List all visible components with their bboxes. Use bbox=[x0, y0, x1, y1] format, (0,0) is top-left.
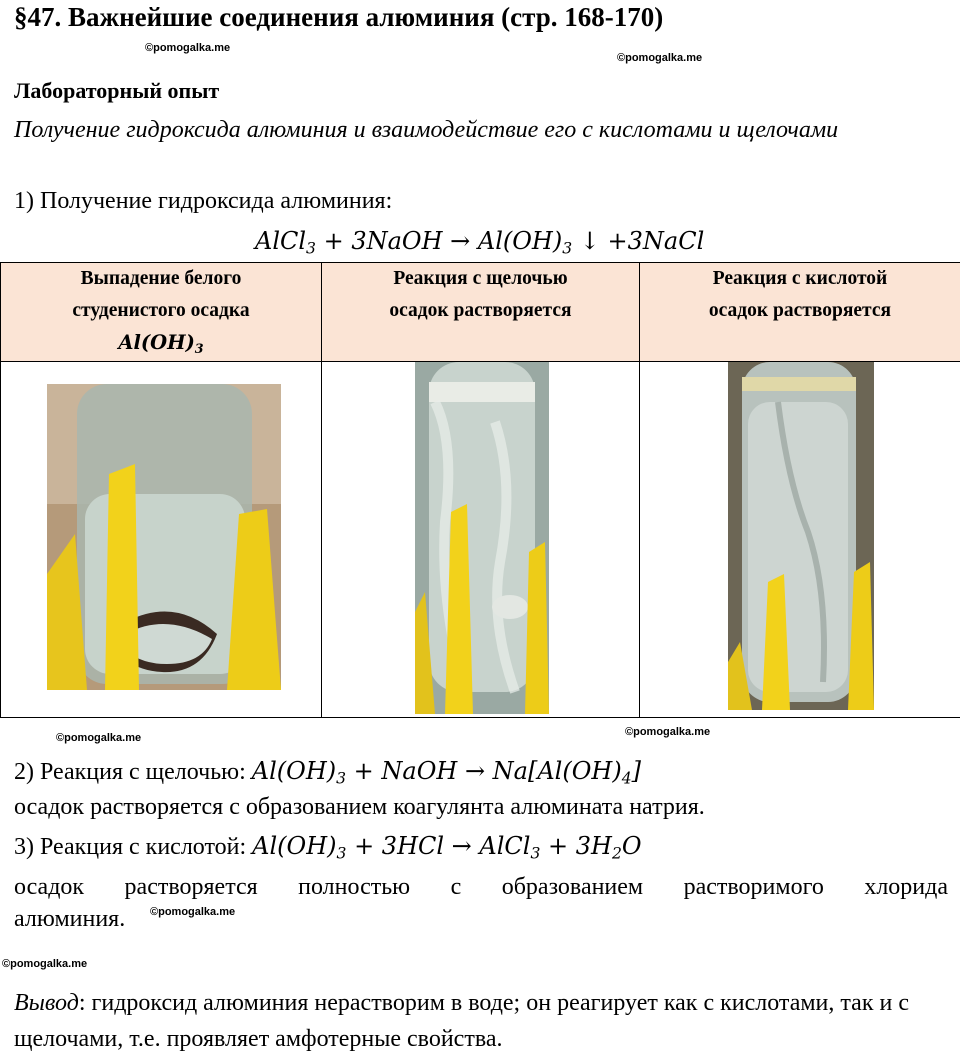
step2-text: осадок растворяется с образованием коагулянта алюмината натрия. bbox=[14, 794, 705, 821]
photo-cell bbox=[640, 362, 960, 718]
conclusion-text: : гидроксид алюминия нерастворим в воде; он реагирует как с кислотами, так и с щелочами, т.е. проявляет амфотерные свойства. bbox=[14, 990, 909, 1052]
table-header-cell: Реакция с кислотой осадок растворяется bbox=[640, 263, 960, 362]
test-tube-alkali-photo bbox=[415, 362, 549, 714]
watermark: ©pomogalka.me bbox=[2, 958, 87, 970]
watermark: ©pomogalka.me bbox=[145, 42, 230, 54]
equation-1: AlCl$_3$ + 3NaOH → $Al(OH)_3$ ↓ +3NaCl bbox=[255, 227, 704, 255]
conclusion-label: Вывод bbox=[14, 990, 79, 1016]
test-tube-acid-photo bbox=[728, 362, 874, 710]
photo-cell bbox=[1, 362, 322, 718]
step3-text: осадок растворяется полностью с образованием растворимого хлорида bbox=[14, 870, 948, 904]
photo-cell bbox=[322, 362, 640, 718]
watermark: ©pomogalka.me bbox=[150, 906, 235, 918]
test-tube-precipitate-photo bbox=[47, 384, 281, 690]
conclusion bbox=[14, 985, 948, 1057]
experiment-title: Получение гидроксида алюминия и взаимодействие его с кислотами и щелочами bbox=[14, 113, 948, 147]
table-header-cell: Реакция с щелочью осадок растворяется bbox=[322, 263, 640, 362]
experiment-table bbox=[0, 262, 960, 718]
step3-line: 3) Реакция с кислотой: $Al(OH)_3 + 3HCl$ → AlCl$_3$ + $3H_2O$ bbox=[14, 832, 642, 861]
watermark: ©pomogalka.me bbox=[617, 52, 702, 64]
watermark: ©pomogalka.me bbox=[625, 726, 710, 738]
step1-label: 1) Получение гидроксида алюминия: bbox=[14, 188, 392, 215]
step3-text-end: алюминия. bbox=[14, 906, 125, 933]
table-header-cell: Выпадение белого студенистого осадка $Al(OH)_3$ bbox=[1, 263, 322, 362]
page-title: §47. Важнейшие соединения алюминия (стр. 168-170) bbox=[14, 2, 663, 33]
section-heading: Лабораторный опыт bbox=[14, 78, 219, 104]
watermark: ©pomogalka.me bbox=[56, 732, 141, 744]
step2-line: 2) Реакция с щелочью: $Al(OH)_3$ + NaOH → $Na[Al(OH)_4]$ bbox=[14, 757, 641, 786]
